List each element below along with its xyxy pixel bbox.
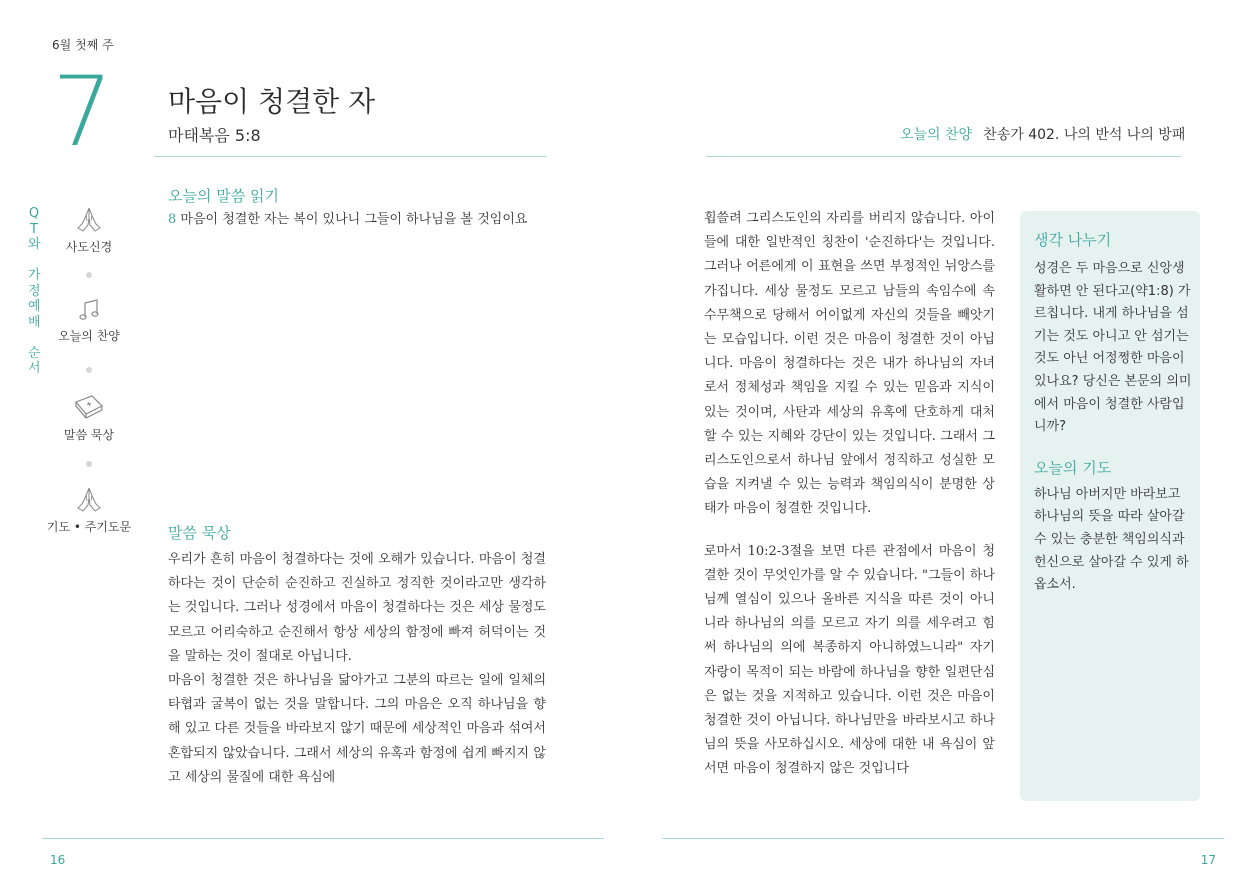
sidebar-item-meditation: [44, 392, 134, 443]
praying-hands-icon: [74, 206, 104, 234]
sidebar-item-label: 기도 • 주기도문: [46, 520, 132, 534]
sidebar-item-label: 말씀 묵상: [63, 428, 115, 442]
sidebar-item-label: 사도신경: [65, 240, 113, 254]
sidebar-item-creed: [44, 206, 134, 255]
header-divider-right: [706, 156, 1181, 157]
prayer-text: 하나님 아버지만 바라보고 하나님의 뜻을 따라 살아갈 수 있는 충분한 책임의식과 헌신으로 살아갈 수 있게 하옵소서.: [1034, 486, 1189, 593]
meditation-paragraph: 우리가 흔히 마음이 청결하다는 것에 오해가 있습니다. 마음이 청결하다는 것이 단순히 순진하고 진실하고 정직한 것이라고만 생각하는 것입니다. 그러나 성경에서 마음이 청결하다는 것은 세상 물정도 모르고 어리숙하고 순진해서 항상 세상의 함정에 빠져 허덕이는 것을 말하는 것이 절대로 아닙니다.: [168, 552, 546, 664]
sidebar-dot: [86, 367, 92, 373]
meditation-left-text: [168, 548, 546, 790]
meditation-paragraph: 휩쓸려 그리스도인의 자리를 버리지 않습니다. 아이들에 대한 일반적인 칭찬이 '순진하다'는 것입니다. 그러나 어른에게 이 표현을 쓰면 부정적인 뉘앙스를 가집니다. 세상 물정도 모르고 남들의 속임수에 속수무책으로 당해서 어이없게 자신의 것들을 빼앗기는 모습입니다. 이런 것은 마음이 청결한 것이 아닙니다. 마음이 청결하다는 것은 내가 하나님의 자녀로서 정체성과 책임을 지킬 수 있는 믿음과 지식이 있는 것이며, 사탄과 세상의 유혹에 단호하게 대처할 수 있는 지혜와 강단이 있는 것입니다. 그래서 그리스도인으로서 하나님 앞에서 정직하고 성실한 모습을 지켜낼 수 있는 능력과 책임의식이 분명한 상태가 마음이 청결한 것입니다.: [704, 211, 995, 517]
meditation-heading: 말씀 묵상: [168, 524, 231, 542]
share-text: 성경은 두 마음으로 신앙생활하면 안 된다고(약1:8) 가르칩니다. 내게 하나님을 섬기는 것도 아니고 안 섬기는 것도 아닌 어정쩡한 마음이 있나요? 당신은 본문의 의미에서 마음이 청결한 사람입니까?: [1034, 261, 1192, 435]
verse-number: 8: [168, 212, 177, 227]
praise-text: 찬송가 402. 나의 반석 나의 방패: [983, 127, 1186, 143]
sidebar-item-praise: [44, 297, 134, 344]
praise-label: 오늘의 찬양: [900, 127, 973, 143]
sidebar-item-prayer: [44, 486, 134, 535]
praise-line: [900, 124, 1186, 144]
reading-verse: [168, 208, 546, 232]
reading-heading: 오늘의 말씀 읽기: [168, 187, 279, 205]
week-label: 6월 첫째 주: [52, 38, 114, 52]
meditation-paragraph: 로마서 10:2-3절을 보면 다른 관점에서 마음이 청결한 것이 무엇인가를 알 수 있습니다. "그들이 하나님께 열심이 있으나 올바른 지식을 따른 것이 아니니라 하나님의 의를 모르고 자기 의를 세우려고 힘써 하나님의 의에 복종하지 아니하였느니라" 자기 자랑이 목적이 되는 바람에 하나님을 향한 일편단심은 없는 것을 지적하고 있습니다. 이런 것은 마음이 청결한 것이 아닙니다. 하나님만을 바라보시고 하나님의 뜻을 사모하십시오. 세상에 대한 내 욕심이 앞서면 마음이 청결하지 않은 것입니다: [704, 543, 995, 777]
header-divider-left: [154, 156, 546, 157]
sidebar-dot: [86, 272, 92, 278]
page-number-left: 16: [50, 853, 66, 867]
praying-hands-icon: [74, 486, 104, 514]
page-number-right: 17: [1200, 853, 1216, 867]
music-note-icon: [76, 297, 102, 323]
sidebar-item-label: 오늘의 찬양: [58, 329, 120, 343]
side-box: [1020, 211, 1200, 801]
meditation-right-text: [704, 207, 995, 782]
meditation-paragraph: 마음이 청결한 것은 하나님을 닮아가고 그분의 따르는 일에 일체의 타협과 굴복이 없는 것을 말합니다. 그의 마음은 오직 하나님을 향해 있고 다른 것들을 바라보지 않기 때문에 세상적인 마음과 섞여서 혼합되지 않았습니다. 그래서 세상의 유혹과 함정에 쉽게 빠지지 않고 세상의 물질에 대한 욕심에: [168, 673, 546, 785]
verse-text: 마음이 청결한 자는 복이 있나니 그들이 하나님을 볼 것임이요: [180, 212, 528, 227]
sidebar-vertical-title: QT와 가정예배 순서: [28, 206, 41, 376]
footer-divider-right: [662, 838, 1224, 839]
prayer-heading: 오늘의 기도: [1034, 458, 1112, 477]
bible-icon: [72, 392, 106, 422]
scripture-reference: 마태복음 5:8: [168, 126, 261, 145]
share-heading: 생각 나누기: [1034, 231, 1112, 249]
sidebar-dot: [86, 461, 92, 467]
page-title: 마음이 청결한 자: [168, 85, 376, 118]
footer-divider-left: [42, 838, 604, 839]
day-number: 7: [52, 56, 110, 168]
